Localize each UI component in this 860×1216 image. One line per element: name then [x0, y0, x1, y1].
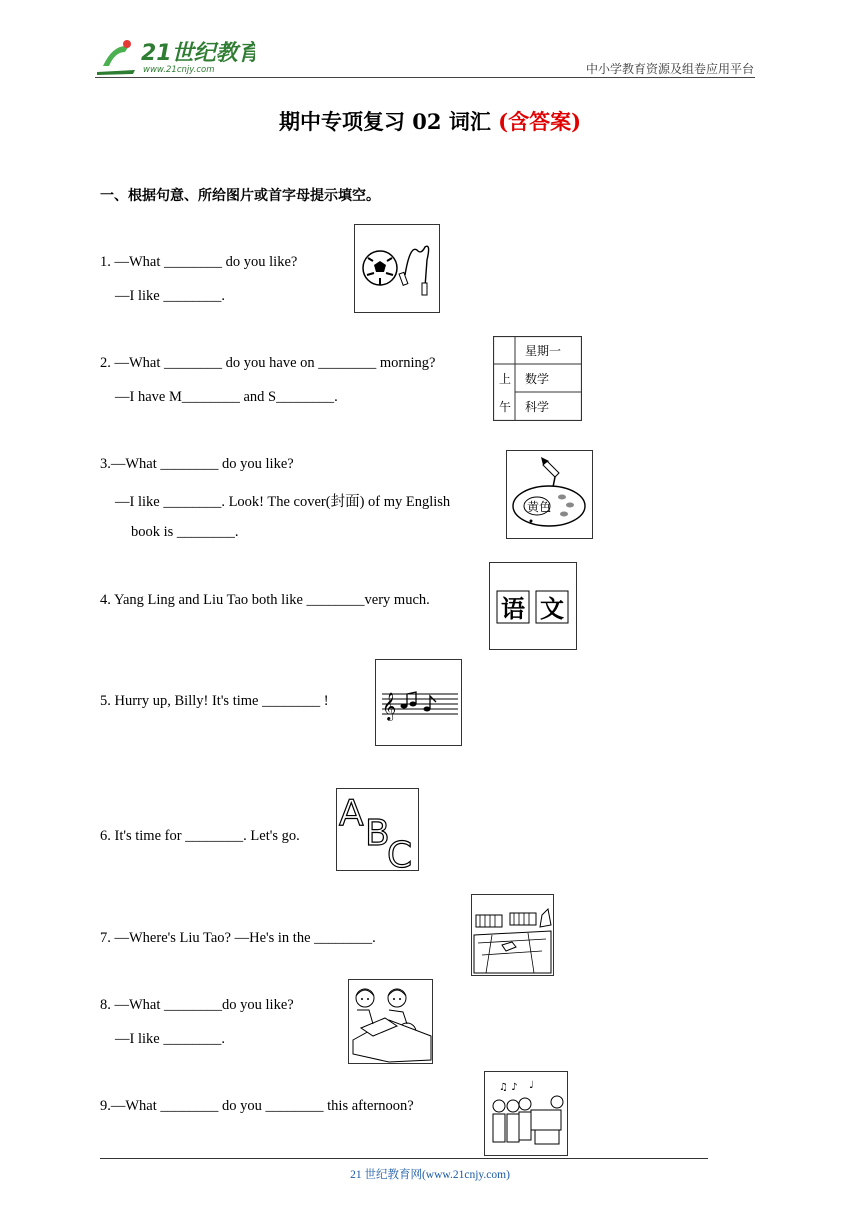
q4-line-1: 4. Yang Ling and Liu Tao both like ________very much. — [100, 592, 430, 608]
svg-text:𝄞: 𝄞 — [382, 692, 397, 720]
q2-line-1: 2. —What ________ do you have on ________ morning? — [100, 355, 436, 371]
children-drawing-picture — [348, 979, 433, 1064]
q8-line-1: 8. —What ________do you like? — [100, 997, 294, 1013]
yellow-paint-picture — [506, 450, 593, 539]
timetable-header: 星期一 — [525, 344, 562, 358]
chinese-subject-picture — [489, 562, 577, 650]
playground-picture — [471, 894, 554, 976]
footer-text: 21 世纪教育网(www.21cnjy.com) — [350, 1169, 510, 1181]
q3-line-2: —I like ________. Look! The cover(封面) of my English — [115, 494, 451, 510]
q7-line-1: 7. —Where's Liu Tao? —He's in the ________. — [100, 930, 376, 946]
playing-music-picture — [484, 1071, 568, 1156]
title-answer-tag: (含答案) — [498, 109, 582, 134]
music-notes-picture — [375, 659, 462, 746]
timetable-period-1: 上 — [499, 372, 512, 386]
logo-url: www.21cnjy.com — [143, 65, 215, 75]
timetable-period-2: 午 — [499, 400, 512, 414]
abc-letters-picture — [336, 788, 419, 871]
letter-c: C — [387, 835, 413, 870]
header-divider — [95, 77, 755, 78]
timetable-subject-1: 数学 — [525, 372, 550, 386]
q5-line-1: 5. Hurry up, Billy! It's time ________ ! — [100, 693, 329, 709]
chinese-char-2: 文 — [540, 595, 564, 623]
q8-line-2: —I like ________. — [115, 1031, 225, 1047]
svg-text:♩: ♩ — [529, 1080, 534, 1091]
site-logo — [95, 36, 255, 78]
q1-line-2: —I like ________. — [115, 288, 225, 304]
footer-divider — [100, 1158, 708, 1159]
q3-line-3: book is ________. — [131, 524, 239, 540]
q2-line-2: —I have M________ and S________. — [115, 389, 338, 405]
letter-b: B — [365, 813, 390, 854]
q3-line-1: 3.—What ________ do you like? — [100, 456, 294, 472]
q9-line-1: 9.—What ________ do you ________ this afternoon? — [100, 1098, 414, 1114]
q6-line-1: 6. It's time for ________. Let's go. — [100, 828, 300, 844]
section-heading: 一、根据句意、所给图片或首字母提示填空。 — [100, 188, 380, 204]
page-title — [0, 106, 860, 136]
title-main: 期中专项复习 02 词汇 — [278, 109, 491, 134]
timetable-picture — [493, 336, 582, 421]
timetable-subject-2: 科学 — [525, 400, 550, 414]
ball-and-rope-picture — [354, 224, 440, 313]
paint-label: 黄色 — [527, 500, 552, 514]
logo-text: 21世纪教育 — [141, 41, 255, 66]
chinese-char-1: 语 — [501, 595, 525, 623]
q1-line-1: 1. —What ________ do you like? — [100, 254, 298, 270]
letter-a: A — [339, 793, 364, 834]
header-platform-text: 中小学教育资源及组卷应用平台 — [585, 62, 754, 76]
svg-text:♫ ♪: ♫ ♪ — [499, 1082, 518, 1093]
